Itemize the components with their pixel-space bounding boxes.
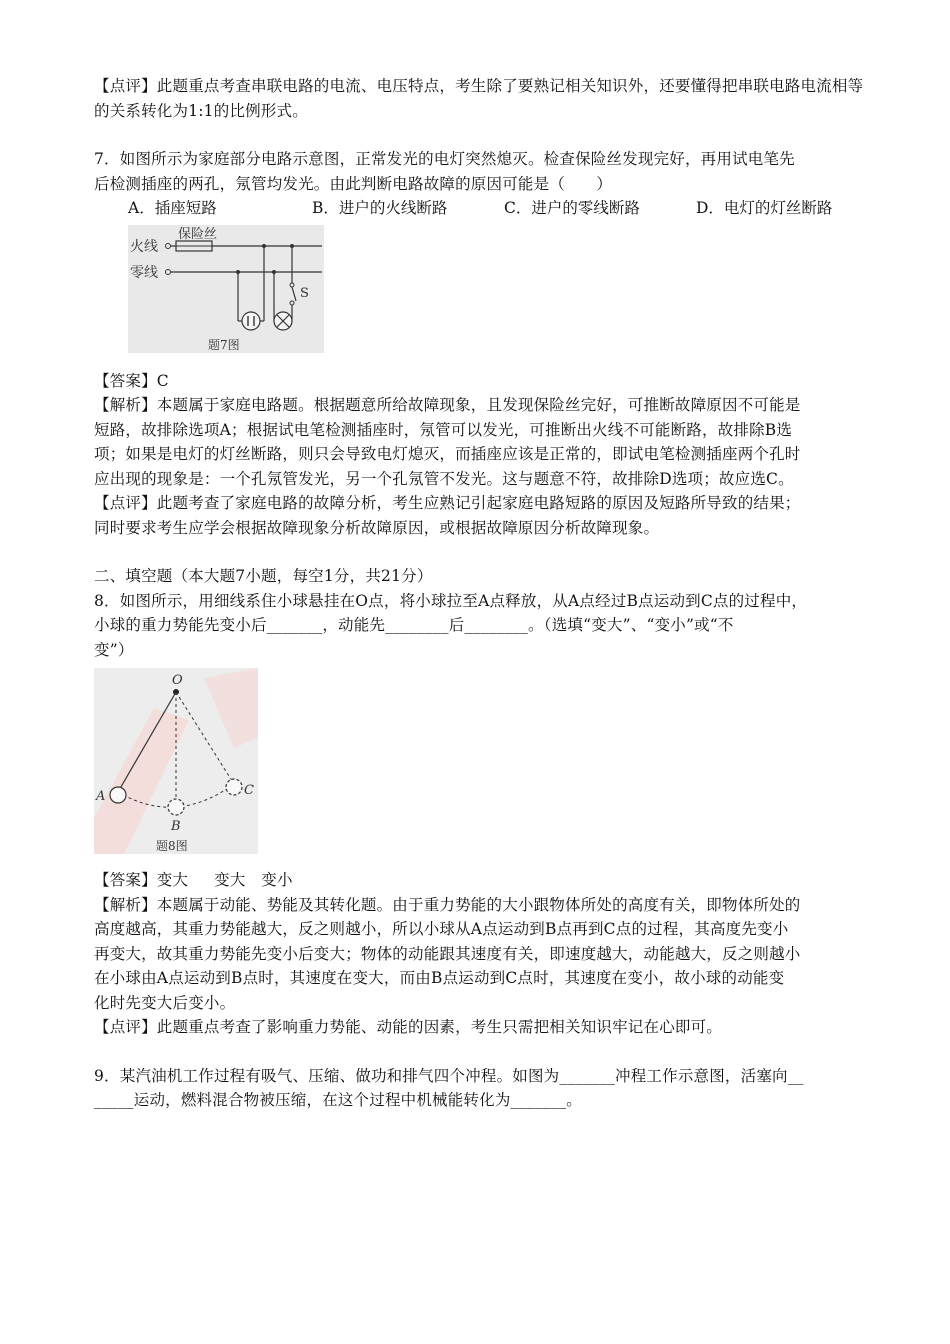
q8-analysis-line3: 再变大，故其重力势能先变小后变大；物体的动能跟其速度有关，即速度越大，动能越大，反之则越小 [94, 944, 801, 963]
point-b-label: B [171, 819, 181, 834]
point-c-label: C [244, 783, 254, 798]
q8-stem-line1: 8．如图所示，用细线系住小球悬挂在O点，将小球拉至A点释放，从A点经过B点运动到C点的过程中， [94, 591, 808, 610]
q7-analysis-line3: 项；如果是电灯的灯丝断路，则只会导致电灯熄灭，而插座应该是正常的，即试电笔检测插座两个孔时 [94, 445, 801, 463]
circuit-diagram [128, 225, 324, 353]
live-wire-label: 火线 [130, 238, 158, 255]
q7-stem-line2: 后检测插座的两孔，氖管均发光。由此判断电路故障的原因可能是（ ） [94, 174, 613, 193]
neutral-wire-label: 零线 [130, 264, 158, 281]
ball-a-icon [110, 787, 126, 803]
switch-label: S [300, 285, 309, 301]
q8-pendulum-figure [94, 668, 258, 854]
q7-stem-line1: 7．如图所示为家庭部分电路示意图，正常发光的电灯突然熄灭。检查保险丝发现完好，再用试电笔先 [94, 150, 795, 168]
q7-option-d: D．电灯的灯丝断路 [696, 199, 833, 217]
q8-stem-line2: 小球的重力势能先变小后_______，动能先________后________。（选填“变大”、“变小”或“不 [94, 616, 734, 634]
socket-icon [242, 312, 260, 330]
point-a-label: A [96, 789, 106, 804]
fuse-label: 保险丝 [178, 226, 218, 242]
q8-analysis-line5: 化时先变大后变小。 [94, 993, 236, 1012]
q7-option-c: C．进户的零线断路 [504, 199, 640, 217]
q8-analysis-line1: 【解析】本题属于动能、势能及其转化题。由于重力势能的大小跟物体所处的高度有关，即物体所处的 [94, 895, 801, 914]
q8-stem-line3: 变”） [94, 640, 134, 659]
point-o-label: O [172, 673, 183, 688]
document-page [94, 74, 874, 1113]
q7-answer: 【答案】C [94, 371, 169, 390]
q8-analysis-line2: 高度越高，其重力势能越大，反之则越小，所以小球从A点运动到B点再到C点的过程，其高度先变小 [94, 920, 789, 938]
q7-option-b: B．进户的火线断路 [312, 199, 448, 217]
q8-analysis-line4: 在小球由A点运动到B点时，其速度在变大，而由B点运动到C点时，其速度在变小，故小球的动能变 [94, 969, 785, 987]
q7-analysis-line1: 【解析】本题属于家庭电路题。根据题意所给故障现象，且发现保险丝完好，可推断故障原因不可能是 [94, 396, 801, 414]
q7-option-a: A．插座短路 [128, 199, 217, 217]
neutral-terminal-icon [166, 269, 171, 274]
ball-c-icon [226, 779, 242, 795]
live-terminal-icon [166, 243, 171, 248]
q6-comment: 【点评】此题重点考查串联电路的电流、电压特点，考生除了要熟记相关知识外，还要懂得把串联电路电流相等的关系转化为1:1的比例形式。 [94, 77, 864, 120]
q7-comment-line1: 【点评】此题考查了家庭电路的故障分析，考生应熟记引起家庭电路短路的原因及短路所导致的结果； [94, 494, 801, 512]
q9-stem-line2: _____运动，燃料混合物被压缩，在这个过程中机械能转化为_______。 [94, 1091, 582, 1109]
pendulum-diagram [94, 668, 258, 854]
ball-b-icon [168, 799, 184, 815]
q7-circuit-figure [128, 225, 324, 353]
q8-comment: 【点评】此题重点考查了影响重力势能、动能的因素，考生只需把相关知识牢记在心即可。 [94, 1018, 723, 1036]
q7-options [94, 196, 874, 221]
q9-stem-line1: 9．某汽油机工作过程有吸气、压缩、做功和排气四个冲程。如图为_______冲程工作示意图，活塞向__ [94, 1066, 804, 1085]
section2-title: 二、填空题（本大题7小题，每空1分，共21分） [94, 567, 433, 585]
q8-answer: 【答案】变大 变大 变小 [94, 871, 293, 889]
q7-analysis-line2: 短路，故排除选项A；根据试电笔检测插座时，氖管可以发光，可推断出火线不可能断路，故排除B选 [94, 420, 793, 439]
q7-analysis-line4: 应出现的现象是：一个孔氖管发光，另一个孔氖管不发光。这与题意不符，故排除D选项；故应选C。 [94, 469, 794, 488]
q7-figure-caption: 题7图 [208, 337, 240, 352]
q7-comment-line2: 同时要求考生应学会根据故障现象分析故障原因，或根据故障原因分析故障现象。 [94, 518, 660, 537]
q8-figure-caption: 题8图 [156, 839, 188, 853]
switch-icon [292, 287, 296, 301]
